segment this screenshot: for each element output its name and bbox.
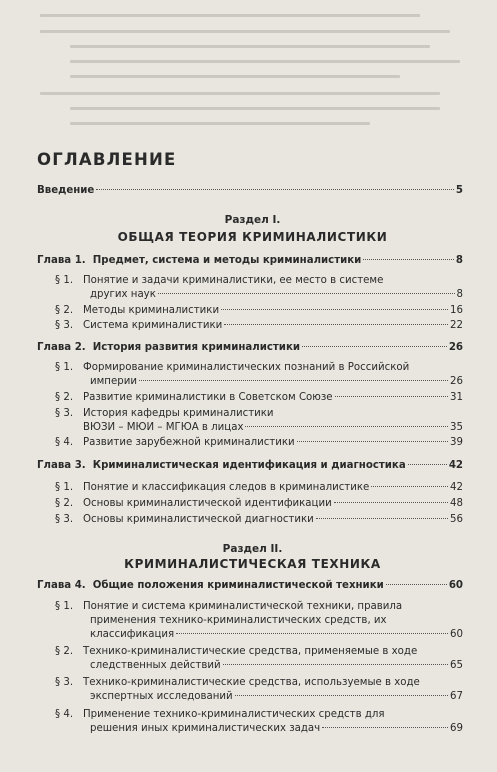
toc-section-2-4[interactable] [83,436,463,450]
toc-entry-intro[interactable] [37,184,463,198]
page-number: 60 [450,629,463,640]
page-number: 5 [455,185,463,196]
page-number: 60 [448,580,463,591]
section-label: Методы криминалистики [83,305,220,316]
section-label-line[interactable]: Понятие и задачи криминалистики, ее место в системе [83,275,384,286]
section-label: Система криминалистики [83,320,223,331]
leader-dots [363,259,454,260]
section-number: § 3. [55,514,74,525]
section-label-line[interactable]: Формирование криминалистических познаний в Российской [83,362,410,373]
section-label: Основы криминалистической диагностики [83,514,314,525]
section-label-line[interactable]: Понятие и система криминалистической техники, правила [83,601,403,612]
section-label-line[interactable]: История кафедры криминалистики [83,408,274,419]
page-number: 56 [450,514,463,525]
leader-dots [322,727,448,728]
section-label: ВЮЗИ – МЮИ – МГЮА в лицах [83,422,244,433]
toc-chapter-2[interactable] [37,341,463,355]
section-label-line[interactable]: Технико-криминалистические средства, используемые в ходе [83,677,420,688]
section-number: § 2. [55,392,74,403]
chapter-label: Глава 4. Общие положения криминалистической техники [37,580,384,591]
part-1-number: Раздел I. [224,214,281,226]
section-label-line[interactable]: Технико-криминалистические средства, применяемые в ходе [83,646,418,657]
page-number: 16 [450,305,463,316]
page-number: 39 [450,437,463,448]
section-label: следственных действий [90,660,221,671]
toc-section-2-1[interactable] [90,375,463,389]
toc-section-4-3[interactable] [90,690,463,704]
toc-section-4-2[interactable] [90,659,463,673]
section-number: § 1. [55,482,74,493]
toc-section-2-3[interactable] [83,421,463,435]
leader-dots [158,293,455,294]
section-label: решения иных криминалистических задач [90,723,321,734]
leader-dots [302,346,447,347]
page-number: 67 [450,691,463,702]
leader-dots [386,584,447,585]
section-number: § 2. [55,498,74,509]
toc-section-3-3[interactable] [83,513,463,527]
page-number: 69 [450,723,463,734]
page-number: 31 [450,392,463,403]
section-label: Развитие зарубежной криминалистики [83,437,295,448]
section-number: § 1. [55,601,74,612]
leader-dots [316,518,448,519]
leader-dots [176,633,448,634]
section-number: § 3. [55,320,74,331]
page-number: 8 [456,289,463,300]
page-number: 42 [448,460,463,471]
leader-dots [96,189,454,190]
leader-dots [335,396,448,397]
section-label: Понятие и классификация следов в криминалистике [83,482,370,493]
toc-section-1-3[interactable] [83,319,463,333]
section-number: § 2. [55,305,74,316]
page-number: 48 [450,498,463,509]
toc-chapter-4[interactable] [37,579,463,593]
page-number: 42 [450,482,463,493]
chapter-label: Глава 3. Криминалистическая идентификация и диагностика [37,460,406,471]
section-label: экспертных исследований [90,691,233,702]
section-label-line[interactable]: Применение технико-криминалистических средств для [83,709,385,720]
leader-dots [224,324,448,325]
toc-chapter-3[interactable] [37,459,463,473]
leader-dots [223,664,448,665]
page-number: 22 [450,320,463,331]
section-label: империи [90,376,137,387]
section-label: других наук [90,289,156,300]
toc-heading: ОГЛАВЛЕНИЕ [37,150,177,169]
page-number: 35 [450,422,463,433]
toc-section-3-1[interactable] [83,481,463,495]
leader-dots [297,441,448,442]
chapter-label: Глава 2. История развития криминалистики [37,342,300,353]
section-number: § 3. [55,408,74,419]
toc-entry-label: Введение [37,185,95,196]
page-number: 65 [450,660,463,671]
leader-dots [245,426,448,427]
section-number: § 3. [55,677,74,688]
leader-dots [408,464,447,465]
part-1-title: ОБЩАЯ ТЕОРИЯ КРИМИНАЛИСТИКИ [117,230,388,244]
part-2-title: КРИМИНАЛИСТИЧЕСКАЯ ТЕХНИКА [124,557,381,571]
section-label: классификация [90,629,175,640]
page-number: 26 [448,342,463,353]
section-number: § 4. [55,437,74,448]
toc-section-3-2[interactable] [83,497,463,511]
toc-chapter-1[interactable] [37,254,463,268]
leader-dots [334,502,448,503]
section-number: § 1. [55,362,74,373]
section-label-line[interactable]: применения технико-криминалистических средств, их [90,615,387,626]
chapter-label: Глава 1. Предмет, система и методы криминалистики [37,255,362,266]
section-number: § 4. [55,709,74,720]
toc-section-2-2[interactable] [83,391,463,405]
toc-section-4-4[interactable] [90,722,463,736]
part-2-number: Раздел II. [222,543,283,555]
toc-section-1-2[interactable] [83,304,463,318]
section-number: § 2. [55,646,74,657]
leader-dots [235,695,448,696]
page-number: 8 [455,255,463,266]
section-number: § 1. [55,275,74,286]
leader-dots [371,486,448,487]
toc-section-1-1[interactable] [90,288,463,302]
page-number: 26 [450,376,463,387]
leader-dots [139,380,448,381]
section-label: Основы криминалистической идентификации [83,498,332,509]
toc-section-4-1[interactable] [90,628,463,642]
section-label: Развитие криминалистики в Советском Союзе [83,392,333,403]
leader-dots [221,309,448,310]
